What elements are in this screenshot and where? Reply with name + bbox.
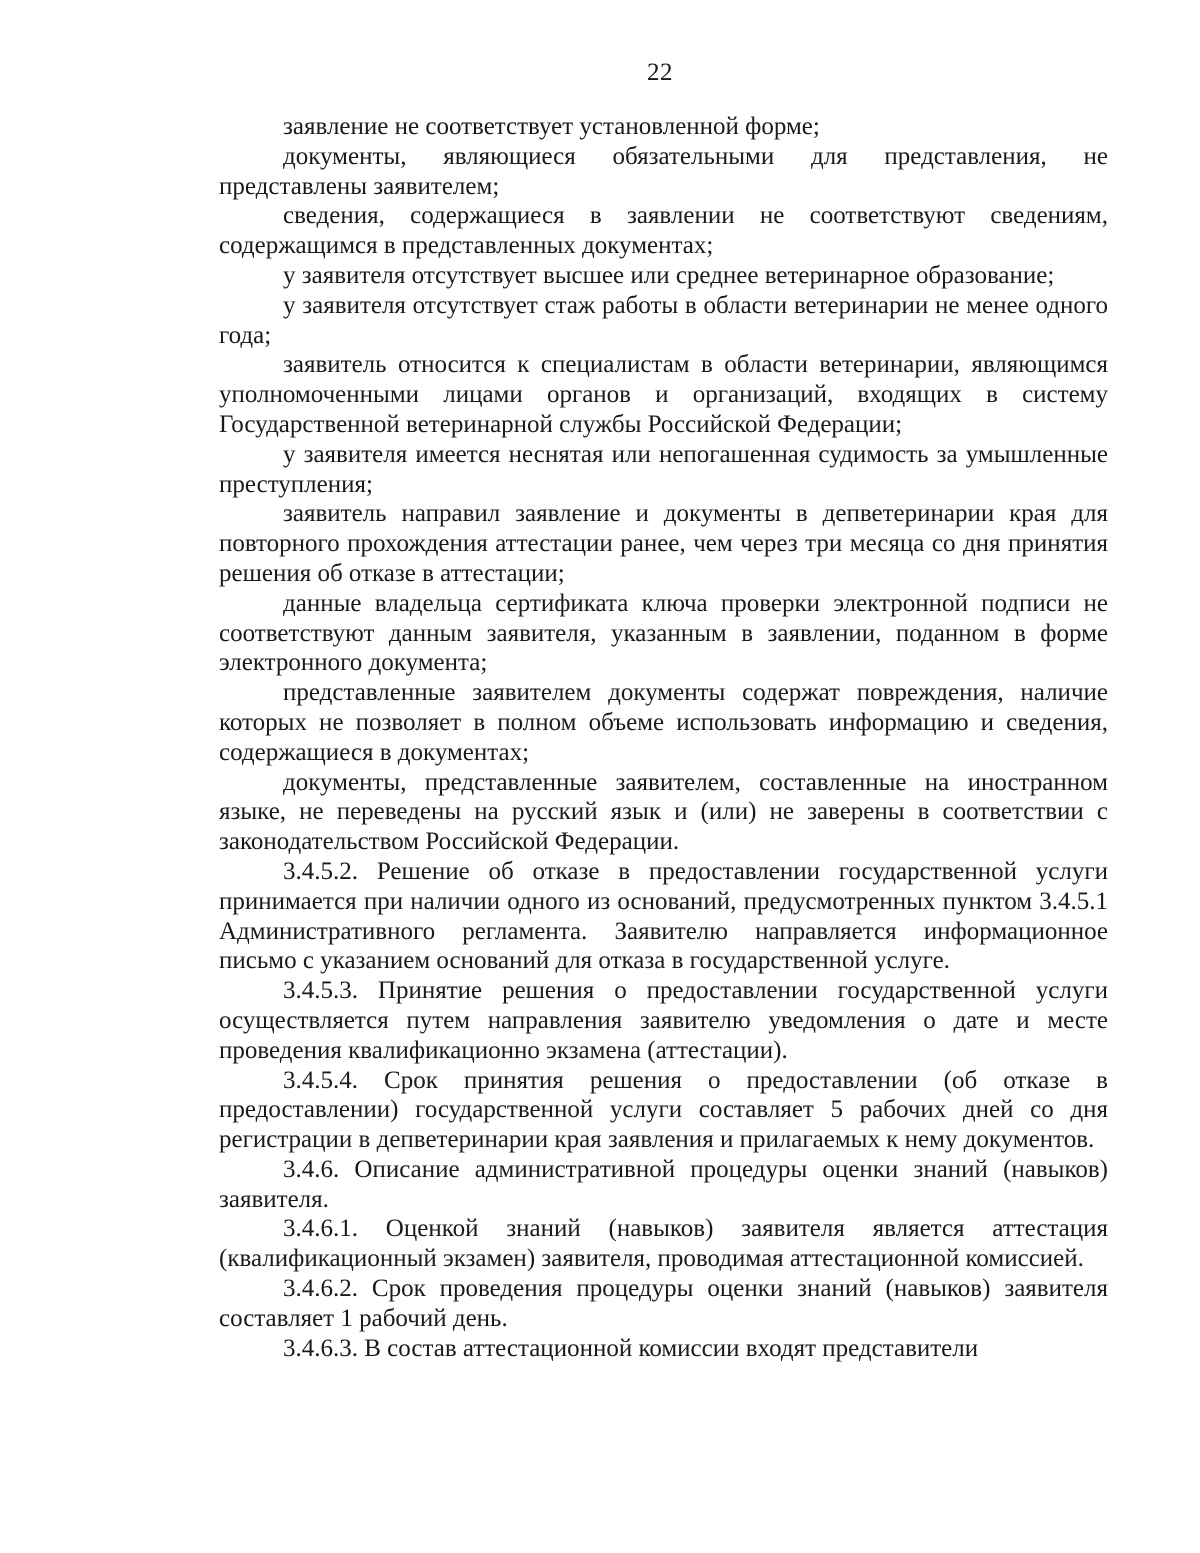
paragraph: у заявителя имеется неснятая или непогашенная судимость за умышленные преступления; [219,440,1108,498]
paragraph: 3.4.5.3. Принятие решения о предоставлении государственной услуги осуществляется путем направления заявителю уведомления о дате и месте проведения квалификационно экзамена (аттестации). [219,977,1108,1064]
paragraph: представленные заявителем документы содержат повреждения, наличие которых не позволяет в полном объеме использовать информацию и сведения, содержащиеся в документах; [219,679,1108,766]
paragraph: у заявителя отсутствует высшее или среднее ветеринарное образование; [283,261,1055,289]
paragraph: 3.4.6. Описание административной процедуры оценки знаний (навыков) заявителя. [219,1155,1108,1213]
paragraph: заявление не соответствует установленной форме; [283,113,820,140]
paragraph: 3.4.5.2. Решение об отказе в предоставлении государственной услуги принимается при наличии одного из оснований, предусмотренных пунктом 3.4.5.1 Административного регламента. Заявителю направляется информационное письмо с указанием оснований для отказа в государственной услуге. [219,857,1108,975]
paragraph: заявитель направил заявление и документы в депветеринарии края для повторного прохождения аттестации ранее, чем через три месяца со дня принятия решения об отказе в аттестации; [219,500,1108,587]
paragraph: документы, представленные заявителем, составленные на иностранном языке, не переведены на русский язык и (или) не заверены в соответствии с законодательством Российской Федерации. [219,768,1108,856]
paragraph: документы, являющиеся обязательными для представления, не представлены заявителем; [219,142,1108,200]
paragraph: данные владельца сертификата ключа проверки электронной подписи не соответствуют данным заявителя, указанным в заявлении, поданном в форме электронного документа; [219,589,1108,677]
paragraph: 3.4.6.3. В состав аттестационной комиссии входят представители [283,1334,979,1362]
paragraph: у заявителя отсутствует стаж работы в области ветеринарии не менее одного года; [219,291,1108,349]
page-number: 22 [647,59,673,86]
paragraph: 3.4.5.4. Срок принятия решения о предоставлении (об отказе в предоставлении) государственной услуги составляет 5 рабочих дней со дня регистрации в депветеринарии края заявления и прилагаемых к нему документов. [219,1066,1108,1154]
paragraph: 3.4.6.1. Оценкой знаний (навыков) заявителя является аттестация (квалификационный экзамен) заявителя, проводимая аттестационной комиссией. [219,1215,1108,1273]
paragraph: сведения, содержащиеся в заявлении не соответствуют сведениям, содержащимся в представленных документах; [219,202,1108,260]
paragraph: 3.4.6.2. Срок проведения процедуры оценки знаний (навыков) заявителя составляет 1 рабочий день. [219,1275,1108,1332]
paragraph: заявитель относится к специалистам в области ветеринарии, являющимся уполномоченными лицами органов и организаций, входящих в систему Государственной ветеринарной службы Российской Федерации; [219,351,1108,438]
document-body [219,112,1108,1363]
